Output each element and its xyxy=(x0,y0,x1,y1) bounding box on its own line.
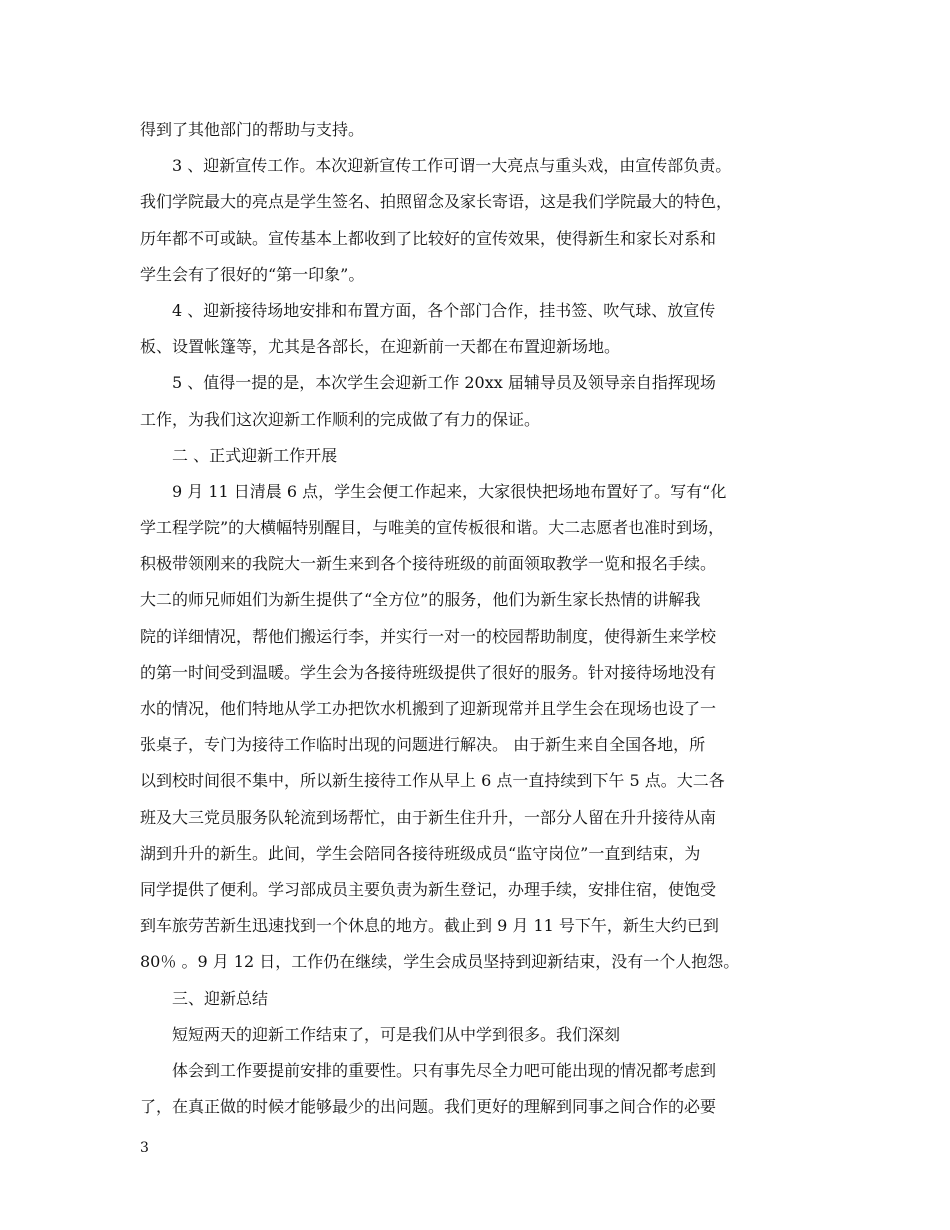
text-line: 班及大三党员服务队轮流到场帮忙，由于新生住升升，一部分人留在升升接待从南 xyxy=(140,807,717,827)
text-line: 水的情况，他们特地从学工办把饮水机搬到了迎新现常并且学生会在现场也设了一 xyxy=(140,699,717,718)
text-line: 我们学院最大的亮点是学生签名、拍照留念及家长寄语，这是我们学院最大的特色， xyxy=(140,192,733,212)
text-line: 短短两天的迎新工作结束了，可是我们从中学到很多。我们深刻 xyxy=(172,1024,621,1044)
text-line: 以到校时间很不集中，所以新生接待工作从早上 6 点一直持续到下午 5 点。大二各 xyxy=(140,771,725,791)
document-body xyxy=(140,112,812,1125)
text-line: 学工程学院”的大横幅特别醒目，与唯美的宣传板很和谐。大二志愿者也准时到场， xyxy=(140,518,725,538)
text-line: 到车旅劳苦新生迅速找到一个休息的地方。截止到 9 月 11 号下午，新生大约已到 xyxy=(140,916,719,936)
text-line: 历年都不可或缺。宣传基本上都收到了比较好的宣传效果，使得新生和家长对系和 xyxy=(140,228,717,248)
text-line: 3 、迎新宣传工作。本次迎新宣传工作可谓一大亮点与重头戏，由宣传部负责。 xyxy=(172,156,732,176)
text-line: 5 、值得一提的是，本次学生会迎新工作 20xx 届辅导员及领导亲自指挥现场 xyxy=(172,373,716,393)
text-line: 板、设置帐篷等，尤其是各部长，在迎新前一天都在布置迎新场地。 xyxy=(140,337,621,357)
text-line: 张桌子，专门为接待工作临时出现的问题进行解决。 由于新生来自全国各地，所 xyxy=(140,735,706,755)
text-line: 三、迎新总结 xyxy=(172,988,269,1008)
text-line: 大二的师兄师姐们为新生提供了“全方位”的服务，他们为新生家长热情的讲解我 xyxy=(140,590,701,610)
text-line: 4 、迎新接待场地安排和布置方面，各个部门合作，挂书签、吹气球、放宣传 xyxy=(172,300,716,320)
text-line: 9 月 11 日清晨 6 点，学生会便工作起来，大家很快把场地布置好了。写有“化 xyxy=(172,481,727,501)
text-line: 湖到升升的新生。此间，学生会陪同各接待班级成员“监守岗位”一直到结束，为 xyxy=(140,843,701,863)
text-line: 同学提供了便利。学习部成员主要负责为新生登记，办理手续，安排住宿，使饱受 xyxy=(140,879,717,899)
text-line: 了，在真正做的时候才能够最少的出问题。我们更好的理解到同事之间合作的必要 xyxy=(140,1097,717,1117)
text-line: 工作，为我们这次迎新工作顺利的完成做了有力的保证。 xyxy=(140,409,541,429)
text-line: 的第一时间受到温暖。学生会为各接待班级提供了很好的服务。针对接待场地没有 xyxy=(140,662,717,682)
text-line: 二 、正式迎新工作开展 xyxy=(172,445,338,465)
page-number: 3 xyxy=(140,1140,149,1156)
text-line: 体会到工作要提前安排的重要性。只有事先尽全力吧可能出现的情况都考虑到 xyxy=(172,1060,717,1080)
text-line: 学生会有了很好的“第一印象”。 xyxy=(140,264,365,284)
text-line: 得到了其他部门的帮助与支持。 xyxy=(140,120,365,139)
text-line: 80％ 。9 月 12 日，工作仍在继续，学生会成员坚持到迎新结束，没有一个人抱怨。 xyxy=(140,952,740,972)
text-line: 院的详细情况，帮他们搬运行李，并实行一对一的校园帮助制度，使得新生来学校 xyxy=(140,626,717,646)
text-line: 积极带领刚来的我院大一新生来到各个接待班级的前面领取教学一览和报名手续。 xyxy=(140,554,717,574)
